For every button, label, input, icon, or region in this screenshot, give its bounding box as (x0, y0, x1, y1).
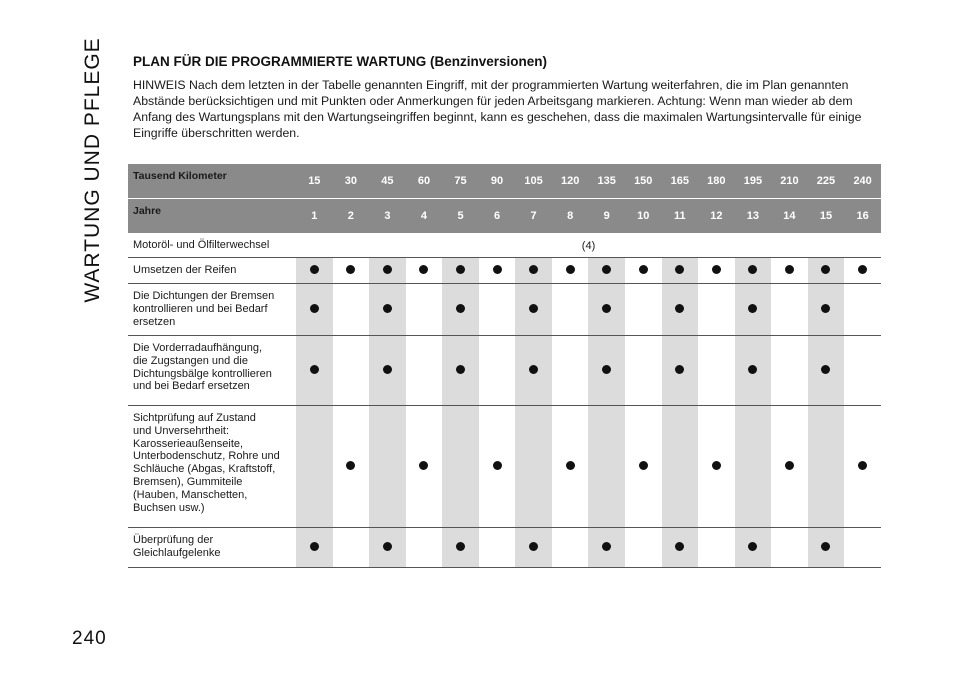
schedule-cell (479, 528, 516, 568)
row-label: Motoröl- und Ölfilterwechsel (128, 234, 296, 258)
service-dot-icon (383, 265, 392, 274)
service-dot-icon (493, 265, 502, 274)
table-row (128, 336, 881, 406)
section-side-title (78, 37, 108, 303)
schedule-cell (369, 258, 406, 284)
service-dot-icon (383, 304, 392, 313)
schedule-cell (844, 528, 881, 568)
schedule-cell (333, 528, 370, 568)
header-kilometers-cell: 90 (479, 164, 516, 199)
schedule-cell (625, 528, 662, 568)
schedule-cell (515, 406, 552, 528)
header-kilometers-cell: 225 (808, 164, 845, 199)
service-dot-icon (712, 461, 721, 470)
header-years-cell: 16 (844, 199, 881, 234)
service-dot-icon (785, 265, 794, 274)
service-dot-icon (785, 461, 794, 470)
schedule-cell (808, 406, 845, 528)
service-dot-icon (639, 461, 648, 470)
schedule-cell (662, 284, 699, 336)
header-years-cell: 2 (333, 199, 370, 234)
schedule-cell (515, 284, 552, 336)
schedule-cell (771, 406, 808, 528)
header-years-cell: 6 (479, 199, 516, 234)
schedule-cell (662, 258, 699, 284)
header-kilometers-cell: 165 (662, 164, 699, 199)
page-heading: PLAN FÜR DIE PROGRAMMIERTE WARTUNG (Benzinversionen) (133, 54, 548, 69)
schedule-cell (588, 406, 625, 528)
service-dot-icon (310, 365, 319, 374)
schedule-cell (442, 284, 479, 336)
header-kilometers-cell: 120 (552, 164, 589, 199)
schedule-cell (515, 258, 552, 284)
header-kilometers-cell: 180 (698, 164, 735, 199)
header-kilometers-cell: 60 (406, 164, 443, 199)
schedule-cell (552, 336, 589, 406)
service-dot-icon (310, 542, 319, 551)
schedule-cell (296, 258, 333, 284)
schedule-cell (296, 336, 333, 406)
service-dot-icon (821, 365, 830, 374)
schedule-cell (625, 336, 662, 406)
service-dot-icon (456, 542, 465, 551)
service-dot-icon (675, 365, 684, 374)
header-kilometers-cell: 210 (771, 164, 808, 199)
schedule-cell (735, 528, 772, 568)
service-dot-icon (529, 542, 538, 551)
schedule-cell (296, 406, 333, 528)
service-dot-icon (346, 461, 355, 470)
schedule-cell (698, 528, 735, 568)
service-dot-icon (383, 542, 392, 551)
schedule-cell (735, 406, 772, 528)
schedule-cell (808, 336, 845, 406)
service-dot-icon (383, 365, 392, 374)
service-dot-icon (675, 304, 684, 313)
schedule-cell (479, 258, 516, 284)
service-dot-icon (529, 365, 538, 374)
schedule-cell (698, 336, 735, 406)
header-years-cell: 11 (662, 199, 699, 234)
service-dot-icon (675, 265, 684, 274)
row-label: Umsetzen der Reifen (128, 258, 296, 284)
service-dot-icon (821, 542, 830, 551)
notice-paragraph: HINWEIS Nach dem letzten in der Tabelle genannten Eingriff, mit der programmierten Wartung weiterfahren, die im Plan genannten Abstände berücksichtigen und mit Punkten oder Anmerkungen für jeden Arbeitsgang markieren. Achtung: Wenn man wieder ab dem Anfang des Wartungsplans mit den Wartungseingriffen beginnt, kann es geschehen, dass die maximalen Wartungsintervalle für einige Eingriffe überschritten werden. (133, 78, 862, 140)
schedule-cell (735, 336, 772, 406)
schedule-cell (625, 258, 662, 284)
header-years (128, 199, 881, 234)
service-dot-icon (858, 265, 867, 274)
service-dot-icon (821, 304, 830, 313)
schedule-cell (333, 284, 370, 336)
header-kilometers-cell: 105 (515, 164, 552, 199)
schedule-cell (844, 284, 881, 336)
schedule-cell (808, 258, 845, 284)
oil-change-note: (4) (296, 234, 881, 258)
schedule-cell (844, 258, 881, 284)
service-dot-icon (712, 265, 721, 274)
service-dot-icon (858, 461, 867, 470)
header-years-label: Jahre (128, 199, 296, 234)
service-dot-icon (748, 542, 757, 551)
schedule-cell (588, 284, 625, 336)
schedule-cell (844, 336, 881, 406)
schedule-cell (479, 284, 516, 336)
header-kilometers-cell: 15 (296, 164, 333, 199)
table-row (128, 284, 881, 336)
header-years-cell: 13 (735, 199, 772, 234)
service-dot-icon (602, 304, 611, 313)
service-dot-icon (602, 542, 611, 551)
schedule-cell (771, 336, 808, 406)
schedule-cell (552, 284, 589, 336)
page-number: 240 (72, 628, 107, 649)
maintenance-schedule-table (128, 164, 881, 568)
service-dot-icon (529, 265, 538, 274)
schedule-cell (662, 528, 699, 568)
schedule-cell (625, 406, 662, 528)
schedule-cell (369, 336, 406, 406)
service-dot-icon (456, 365, 465, 374)
service-dot-icon (821, 265, 830, 274)
service-dot-icon (675, 542, 684, 551)
schedule-cell (844, 406, 881, 528)
schedule-cell (588, 336, 625, 406)
service-dot-icon (529, 304, 538, 313)
service-dot-icon (346, 265, 355, 274)
service-dot-icon (310, 265, 319, 274)
schedule-cell (406, 258, 443, 284)
service-dot-icon (566, 461, 575, 470)
header-years-cell: 12 (698, 199, 735, 234)
service-dot-icon (456, 265, 465, 274)
header-years-cell: 4 (406, 199, 443, 234)
service-dot-icon (456, 304, 465, 313)
schedule-cell (442, 528, 479, 568)
header-kilometers-cell: 135 (588, 164, 625, 199)
schedule-cell (296, 528, 333, 568)
schedule-cell (442, 336, 479, 406)
header-years-cell: 5 (442, 199, 479, 234)
schedule-cell (406, 406, 443, 528)
schedule-cell (771, 258, 808, 284)
schedule-cell (406, 528, 443, 568)
service-dot-icon (493, 461, 502, 470)
schedule-cell (552, 258, 589, 284)
schedule-cell (698, 406, 735, 528)
header-kilometers-cell: 45 (369, 164, 406, 199)
header-years-cell: 15 (808, 199, 845, 234)
row-label: Sichtprüfung auf Zustand und Unversehrtheit: Karosserieaußenseite, Unterbodenschutz, Rohre und Schläuche (Abgas, Kraftstoff, Bremsen), Gummiteile (Hauben, Manschetten, Buchsen usw.) (128, 406, 296, 528)
row-label: Überprüfung der Gleichlaufgelenke (128, 528, 296, 568)
schedule-cell (625, 284, 662, 336)
schedule-cell (369, 528, 406, 568)
schedule-cell (808, 528, 845, 568)
service-dot-icon (602, 265, 611, 274)
service-dot-icon (748, 304, 757, 313)
schedule-cell (369, 406, 406, 528)
header-years-cell: 10 (625, 199, 662, 234)
schedule-cell (479, 406, 516, 528)
schedule-cell (515, 336, 552, 406)
table-row (128, 528, 881, 568)
schedule-cell (588, 258, 625, 284)
row-label: Die Vorderradaufhängung, die Zugstangen und die Dichtungsbälge kontrollieren und bei Bedarf ersetzen (128, 336, 296, 406)
schedule-cell (735, 258, 772, 284)
header-years-cell: 9 (588, 199, 625, 234)
row-label: Die Dichtungen der Bremsen kontrollieren und bei Bedarf ersetzen (128, 284, 296, 336)
header-years-cell: 1 (296, 199, 333, 234)
header-kilometers-cell: 75 (442, 164, 479, 199)
schedule-cell (771, 528, 808, 568)
schedule-cell (662, 406, 699, 528)
schedule-cell (515, 528, 552, 568)
service-dot-icon (419, 461, 428, 470)
schedule-cell (333, 258, 370, 284)
header-kilometers-cell: 195 (735, 164, 772, 199)
header-years-cell: 14 (771, 199, 808, 234)
schedule-cell (369, 284, 406, 336)
schedule-cell (808, 284, 845, 336)
service-dot-icon (310, 304, 319, 313)
schedule-cell (662, 336, 699, 406)
schedule-cell (588, 528, 625, 568)
schedule-cell (442, 258, 479, 284)
schedule-cell (735, 284, 772, 336)
schedule-cell (698, 258, 735, 284)
schedule-cell (479, 336, 516, 406)
schedule-cell (552, 528, 589, 568)
header-years-cell: 7 (515, 199, 552, 234)
service-dot-icon (566, 265, 575, 274)
service-dot-icon (419, 265, 428, 274)
header-kilometers-cell: 30 (333, 164, 370, 199)
schedule-cell (333, 406, 370, 528)
schedule-cell (442, 406, 479, 528)
header-kilometers-cell: 240 (844, 164, 881, 199)
schedule-cell (296, 284, 333, 336)
table-row (128, 258, 881, 284)
schedule-cell (552, 406, 589, 528)
table-row (128, 406, 881, 528)
header-years-cell: 8 (552, 199, 589, 234)
table-row (128, 234, 881, 258)
header-kilometers-label: Tausend Kilometer (128, 164, 296, 199)
schedule-cell (698, 284, 735, 336)
header-years-cell: 3 (369, 199, 406, 234)
header-kilometers-cell: 150 (625, 164, 662, 199)
service-dot-icon (639, 265, 648, 274)
schedule-cell (406, 284, 443, 336)
schedule-cell (333, 336, 370, 406)
header-kilometers (128, 164, 881, 199)
section-side-title-text: WARTUNG UND PFLEGE (81, 37, 104, 303)
schedule-cell (771, 284, 808, 336)
service-dot-icon (602, 365, 611, 374)
service-dot-icon (748, 265, 757, 274)
schedule-cell (406, 336, 443, 406)
service-dot-icon (748, 365, 757, 374)
